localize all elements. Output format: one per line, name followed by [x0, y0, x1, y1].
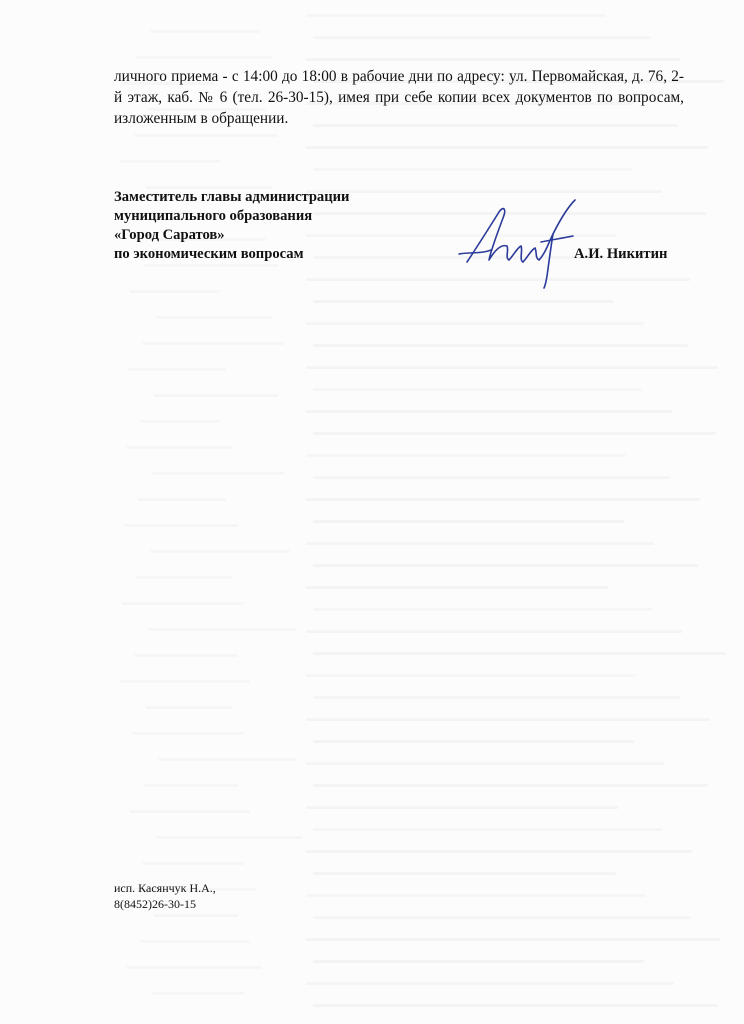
show-through-line — [134, 134, 278, 137]
signature-icon — [455, 190, 585, 290]
show-through-line — [124, 524, 238, 527]
show-through-line — [306, 410, 672, 413]
show-through-line — [306, 586, 608, 589]
signer-title-line: Заместитель главы администрации — [114, 189, 350, 205]
show-through-texture — [300, 0, 744, 1024]
show-through-line — [313, 1004, 718, 1007]
show-through-line — [313, 608, 652, 611]
show-through-line — [306, 146, 708, 149]
show-through-line — [122, 602, 244, 605]
show-through-line — [150, 550, 290, 553]
show-through-line — [140, 940, 250, 943]
show-through-line — [142, 862, 244, 865]
show-through-line — [154, 394, 278, 397]
show-through-line — [313, 828, 662, 831]
letter-body-paragraph: личного приема - с 14:00 до 18:00 в рабочие дни по адресу: ул. Первомайская, д. 76, 2-й этаж, каб. № 6 (тел. 26-30-15), имея при себе копии всех документов по вопросам, изложенным в обращении. — [114, 68, 684, 127]
show-through-line — [313, 300, 614, 303]
show-through-line — [130, 290, 220, 293]
executor-block — [114, 880, 216, 912]
show-through-line — [126, 446, 232, 449]
show-through-line — [313, 564, 698, 567]
show-through-line — [313, 432, 716, 435]
show-through-line — [120, 160, 220, 163]
show-through-line — [313, 872, 616, 875]
show-through-left-column — [100, 0, 270, 1024]
show-through-line — [306, 894, 646, 897]
show-through-line — [313, 388, 642, 391]
show-through-line — [306, 674, 636, 677]
show-through-line — [142, 342, 284, 345]
signer-title-line: муниципального образования — [114, 208, 313, 224]
executor-name: исп. Касянчук Н.А., — [114, 881, 216, 895]
show-through-line — [306, 542, 654, 545]
show-through-line — [306, 806, 618, 809]
show-through-line — [156, 836, 302, 839]
show-through-line — [150, 30, 260, 33]
show-through-line — [152, 992, 244, 995]
show-through-line — [313, 652, 726, 655]
show-through-line — [313, 696, 680, 699]
show-through-line — [148, 628, 296, 631]
show-through-line — [146, 706, 232, 709]
show-through-line — [313, 476, 670, 479]
show-through-line — [306, 762, 664, 765]
show-through-line — [134, 654, 238, 657]
executor-phone: 8(8452)26-30-15 — [114, 897, 196, 911]
show-through-line — [306, 630, 682, 633]
show-through-line — [306, 850, 692, 853]
signer-name: А.И. Никитин — [574, 246, 668, 262]
signer-title-line: по экономическим вопросам — [114, 246, 304, 262]
show-through-line — [306, 58, 680, 61]
show-through-line — [130, 810, 250, 813]
signer-title-line: «Город Саратов» — [114, 227, 225, 243]
show-through-line — [306, 718, 710, 721]
show-through-line — [154, 914, 238, 917]
show-through-line — [120, 680, 250, 683]
show-through-line — [306, 498, 700, 501]
show-through-line — [313, 740, 634, 743]
show-through-line — [313, 916, 690, 919]
show-through-line — [144, 784, 238, 787]
show-through-line — [136, 56, 272, 59]
show-through-line — [140, 420, 220, 423]
show-through-line — [138, 498, 226, 501]
show-through-line — [136, 576, 232, 579]
show-through-line — [306, 322, 644, 325]
signer-title-block — [114, 188, 454, 264]
show-through-line — [313, 960, 644, 963]
show-through-line — [313, 520, 624, 523]
show-through-line — [306, 982, 674, 985]
show-through-line — [306, 366, 718, 369]
show-through-line — [306, 14, 606, 17]
show-through-line — [306, 454, 626, 457]
show-through-line — [126, 966, 262, 969]
show-through-line — [156, 316, 272, 319]
show-through-line — [313, 344, 688, 347]
show-through-line — [152, 472, 284, 475]
show-through-line — [132, 732, 244, 735]
show-through-line — [313, 784, 708, 787]
show-through-line — [158, 758, 296, 761]
show-through-line — [313, 168, 632, 171]
show-through-line — [306, 938, 720, 941]
show-through-line — [128, 368, 226, 371]
show-through-line — [313, 36, 650, 39]
show-through-line — [144, 264, 278, 267]
